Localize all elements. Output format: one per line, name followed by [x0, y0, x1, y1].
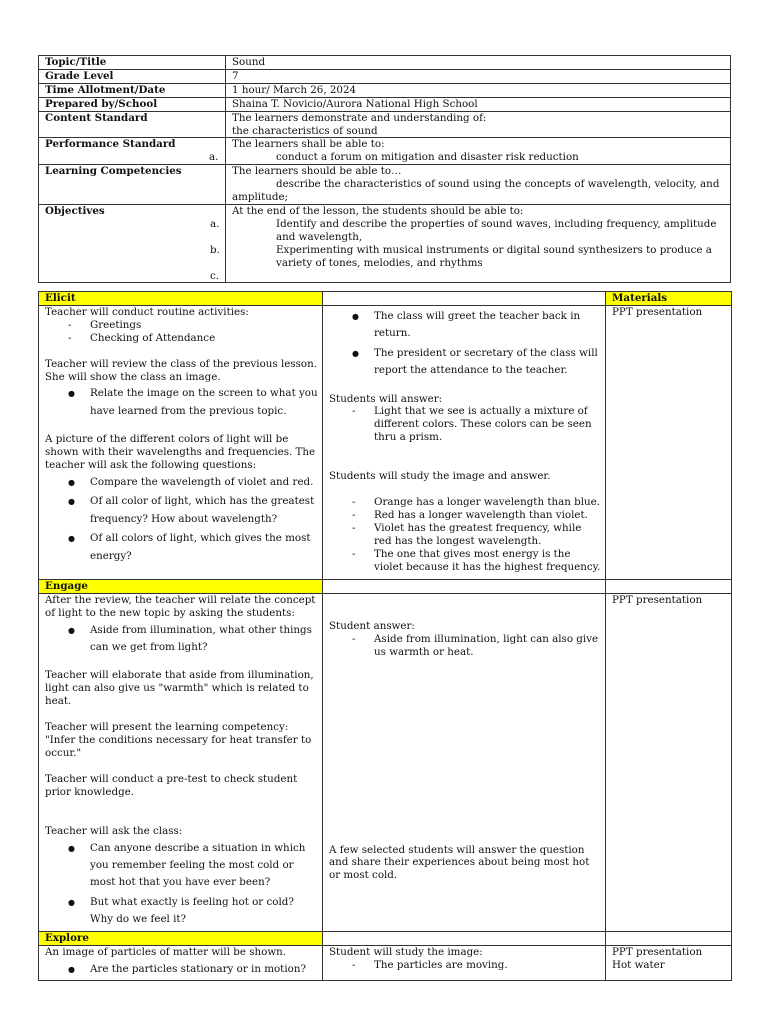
competencies-row: [39, 165, 731, 205]
performance-standard-intro: The learners shall be able to:: [232, 138, 385, 151]
teacher-intro: Teacher will conduct routine activities:: [45, 305, 249, 318]
empty-header-cell: [323, 292, 606, 306]
content-standard-label: Content Standard: [39, 111, 226, 138]
study-answers-list: [329, 496, 601, 573]
objectives-list: [210, 217, 726, 283]
engage-answer-list: [329, 633, 601, 659]
study-text: Students will study the image and answer.: [329, 470, 551, 483]
material-item: Hot water: [612, 958, 665, 971]
empty-header-cell: [606, 931, 732, 945]
explore-header: Explore: [39, 931, 323, 945]
ask-text: Teacher will ask the class:: [45, 824, 183, 837]
list-item-number: c.: [210, 269, 220, 282]
explore-teacher-cell: [39, 945, 323, 980]
list-item: ● Of all colors of light, which gives the most energy?: [90, 530, 318, 565]
list-item: - Light that we see is actually a mixture of different colors. These colors can be seen thru a prism.: [374, 405, 601, 444]
list-item: - Aside from illumination, light can also give us warmth or heat.: [374, 633, 601, 659]
explore-header-row: [39, 931, 732, 945]
list-item: - The one that gives most energy is the violet because it has the highest frequency.: [374, 548, 601, 574]
time-label: Time Allotment/Date: [39, 83, 226, 97]
competencies-item: [232, 178, 726, 204]
list-item-number: a.: [209, 151, 219, 164]
competencies-item-text: describe the characteristics of sound using the concepts of wavelength, velocity, and amplitude;: [232, 178, 720, 204]
list-item: ● But what exactly is feeling hot or cold? Why do we feel it?: [90, 894, 318, 929]
materials-header: Materials: [606, 292, 732, 306]
elicit-student-cell: [323, 305, 606, 579]
performance-standard-row: [39, 138, 731, 165]
prepared-label: Prepared by/School: [39, 97, 226, 111]
performance-standard-value: [209, 138, 731, 165]
lesson-procedure-table: [38, 291, 732, 981]
student-response-list: [329, 308, 601, 380]
engage-student-cell: [323, 593, 606, 931]
engage-header: Engage: [39, 579, 323, 593]
elicit-materials-cell: PPT presentation: [606, 305, 732, 579]
routine-list: [45, 319, 318, 345]
list-item-number: b.: [210, 243, 220, 256]
objectives-intro: At the end of the lesson, the students should be able to:: [232, 204, 524, 217]
elicit-header-row: [39, 292, 732, 306]
grade-label: Grade Level: [39, 69, 226, 83]
list-item: - Orange has a longer wavelength than blue.: [374, 496, 601, 509]
competencies-label: Learning Competencies: [39, 165, 226, 205]
objectives-label: Objectives: [39, 204, 226, 282]
list-item-text: Identify and describe the properties of sound waves, including frequency, amplitude and wavelength,: [276, 217, 717, 243]
list-item-text: conduct a forum on mitigation and disaster risk reduction: [276, 151, 579, 164]
elicit-header: Elicit: [39, 292, 323, 306]
performance-standard-label: Performance Standard: [39, 138, 226, 165]
engage-review-text: After the review, the teacher will relate the concept of light to the new topic by asking the students:: [45, 593, 316, 619]
material-item: PPT presentation: [612, 945, 703, 958]
explore-materials-cell: [606, 945, 732, 980]
elicit-teacher-cell: [39, 305, 323, 579]
competency-text: Teacher will present the learning competency: "Infer the conditions necessary for heat transfer to occur.": [45, 721, 312, 759]
explore-row: [39, 945, 732, 980]
content-standard-line: the characteristics of sound: [232, 124, 378, 137]
list-item: - Violet has the greatest frequency, while red has the longest wavelength.: [374, 522, 601, 548]
engage-materials-cell: PPT presentation: [606, 593, 732, 931]
competencies-value: [226, 165, 731, 205]
lesson-info-table: [38, 55, 731, 283]
questions-list: [45, 474, 318, 565]
empty-header-cell: [323, 931, 606, 945]
topic-label: Topic/Title: [39, 56, 226, 70]
list-item-text: Experimenting with musical instruments or digital sound synthesizers to produce a variety of tones, melodies, and rhythms: [276, 243, 712, 269]
elaborate-text: Teacher will elaborate that aside from illumination, light can also give us "warmth" which is related to heat.: [45, 669, 314, 708]
answer-list: [329, 405, 601, 444]
explore-student-cell: [323, 945, 606, 980]
content-standard-value: [226, 111, 731, 138]
engage-header-row: [39, 579, 732, 593]
topic-row: [39, 56, 731, 70]
content-standard-line: The learners demonstrate and understanding of:: [232, 111, 487, 124]
explore-image-text: An image of particles of matter will be shown.: [45, 945, 287, 958]
list-item: ● Compare the wavelength of violet and red.: [90, 474, 318, 491]
grade-row: [39, 69, 731, 83]
explore-answer-list: [329, 959, 601, 972]
list-item: [209, 151, 726, 164]
list-item-number: a.: [210, 217, 220, 230]
objectives-row: [39, 204, 731, 282]
list-item: ● Are the particles stationary or in motion?: [90, 961, 318, 978]
list-item: ● Relate the image on the screen to what you have learned from the previous topic.: [90, 385, 318, 420]
list-item: - Red has a longer wavelength than violet.: [374, 509, 601, 522]
list-item: ● Of all color of light, which has the greatest frequency? How about wavelength?: [90, 493, 318, 528]
explore-student-study: Student will study the image:: [329, 945, 483, 958]
topic-value: Sound: [226, 56, 731, 70]
time-row: [39, 83, 731, 97]
list-item: [210, 269, 726, 283]
list-item: ● Can anyone describe a situation in which you remember feeling the most cold or most hot that you have ever been?: [90, 840, 318, 892]
engage-ask-list: [45, 840, 318, 929]
engage-row: [39, 593, 732, 931]
content-standard-row: [39, 111, 731, 138]
list-item: - Checking of Attendance: [90, 332, 318, 345]
picture-text: A picture of the different colors of light will be shown with their wavelengths and frequencies. The teacher will ask the following questions:: [45, 433, 316, 472]
list-item: [210, 217, 726, 244]
selected-students-text: A few selected students will answer the question and share their experiences about being most hot or most cold.: [329, 843, 590, 882]
engage-question-list: [45, 622, 318, 657]
objectives-value: [210, 204, 731, 282]
engage-teacher-cell: [39, 593, 323, 931]
list-item: [210, 243, 726, 270]
list-item: ● Aside from illumination, what other things can we get from light?: [90, 622, 318, 657]
list-item-text: [276, 270, 279, 282]
student-answer-label: Student answer:: [329, 619, 415, 632]
performance-standard-list: [209, 151, 726, 164]
prepared-value: Shaina T. Novicio/Aurora National High School: [226, 97, 731, 111]
list-item: - The particles are moving.: [374, 959, 601, 972]
prepared-row: [39, 97, 731, 111]
explore-question-list: [45, 961, 318, 978]
review-text: Teacher will review the class of the previous lesson. She will show the class an image.: [45, 357, 318, 383]
relate-list: [45, 385, 318, 420]
elicit-row: [39, 305, 732, 579]
empty-header-cell: [323, 579, 606, 593]
students-answer-label: Students will answer:: [329, 392, 443, 405]
grade-value: 7: [226, 69, 731, 83]
time-value: 1 hour/ March 26, 2024: [226, 83, 731, 97]
pretest-text: Teacher will conduct a pre-test to check student prior knowledge.: [45, 772, 298, 798]
list-item: ● The president or secretary of the class will report the attendance to the teacher.: [374, 345, 601, 380]
competencies-intro: The learners should be able to…: [232, 165, 402, 178]
list-item: - Greetings: [90, 319, 318, 332]
empty-header-cell: [606, 579, 732, 593]
list-item: ● The class will greet the teacher back in return.: [374, 308, 601, 343]
